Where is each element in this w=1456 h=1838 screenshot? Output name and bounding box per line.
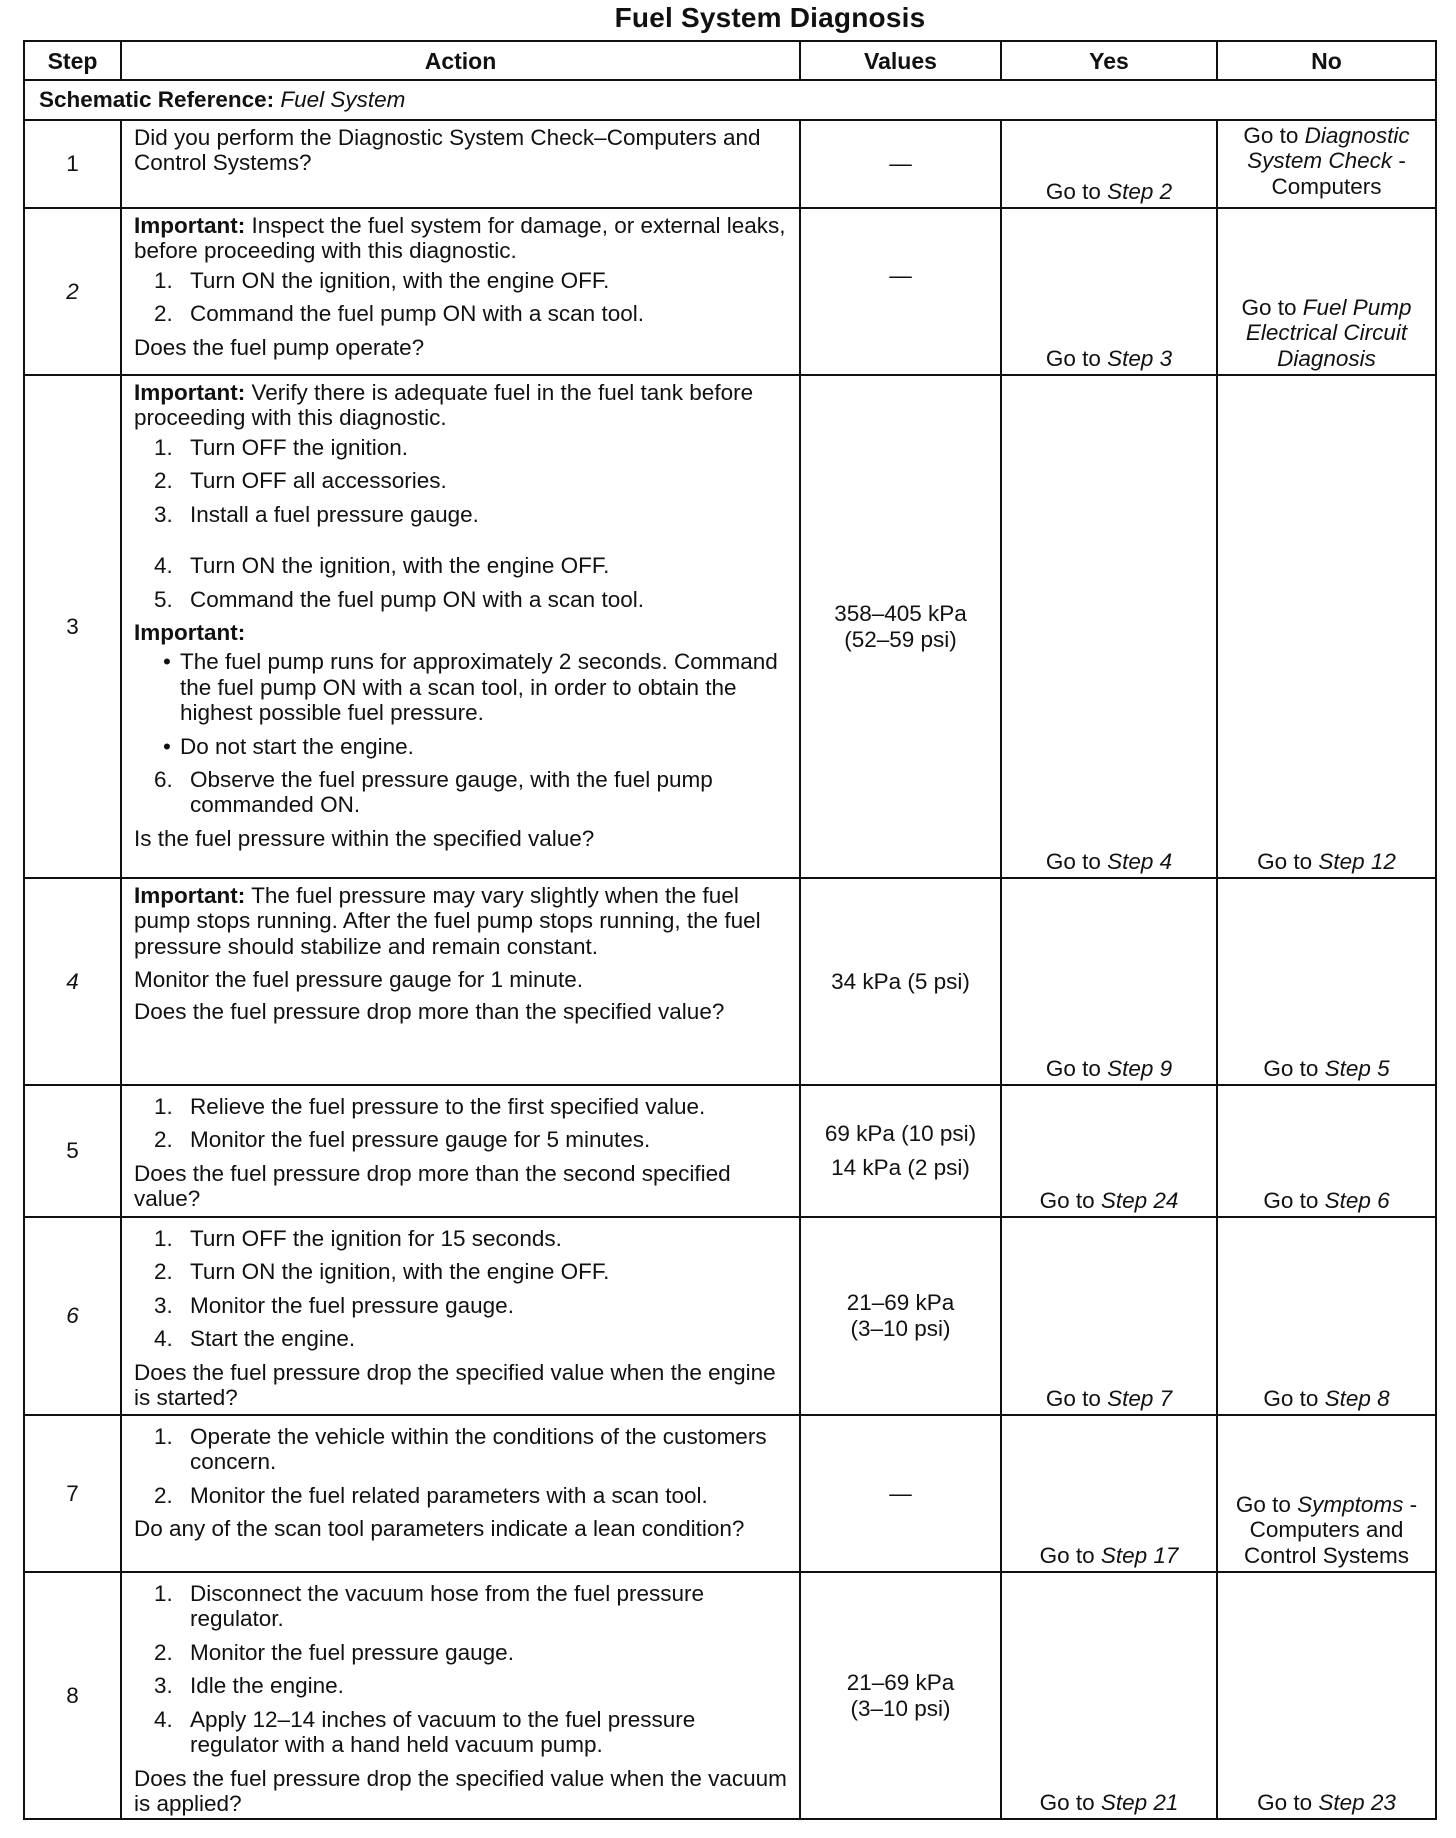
yes-target: Step 17 bbox=[1100, 1542, 1179, 1568]
values-cell bbox=[800, 1415, 1001, 1572]
step-number: 2 bbox=[24, 208, 121, 375]
action-cell bbox=[121, 375, 800, 878]
step-number: 5 bbox=[24, 1085, 121, 1217]
bullet-list bbox=[134, 649, 789, 759]
values-cell bbox=[800, 878, 1001, 1085]
no-target: Step 6 bbox=[1324, 1187, 1390, 1213]
value-line: (3–10 psi) bbox=[850, 1695, 951, 1721]
list-item: 2. Monitor the fuel pressure gauge for 5 minutes. bbox=[154, 1127, 651, 1153]
yes-cell bbox=[1001, 208, 1217, 375]
important-label: Important: bbox=[134, 619, 246, 645]
list-item: 1. Turn OFF the ignition for 15 seconds. bbox=[154, 1226, 562, 1251]
question: Does the fuel pressure drop more than the specified value? bbox=[134, 998, 725, 1024]
important-note bbox=[134, 213, 789, 264]
go-to-text: Go to bbox=[1263, 1187, 1319, 1213]
instruction-list bbox=[134, 268, 789, 327]
table-row bbox=[24, 1085, 1436, 1217]
values-cell bbox=[800, 1085, 1001, 1217]
value-line: (3–10 psi) bbox=[850, 1316, 951, 1341]
list-item: 2. Turn ON the ignition, with the engine OFF. bbox=[154, 1259, 610, 1285]
header-no: No bbox=[1217, 41, 1436, 80]
no-target: Diagnostic System Check bbox=[1247, 123, 1410, 174]
yes-link[interactable] bbox=[1002, 179, 1216, 204]
go-to-text: Go to bbox=[1045, 345, 1101, 371]
important-label: Important: bbox=[134, 213, 246, 238]
no-target-tail: - Computers bbox=[1271, 148, 1406, 199]
yes-cell bbox=[1001, 1572, 1217, 1819]
important-note bbox=[134, 883, 789, 959]
list-item: 3. Monitor the fuel pressure gauge. bbox=[154, 1292, 514, 1318]
go-to-text: Go to bbox=[1039, 1542, 1095, 1568]
instruction-list bbox=[134, 1094, 789, 1153]
go-to-text: Go to bbox=[1263, 1055, 1319, 1081]
instruction-list bbox=[134, 1424, 789, 1508]
list-item: 2. Monitor the fuel pressure gauge. bbox=[154, 1639, 514, 1665]
yes-cell bbox=[1001, 120, 1217, 208]
value-line: (52–59 psi) bbox=[844, 626, 957, 652]
go-to-text: Go to bbox=[1263, 1385, 1319, 1411]
no-link[interactable] bbox=[1218, 1790, 1435, 1815]
table-row bbox=[24, 208, 1436, 375]
list-item: 4. Turn ON the ignition, with the engine OFF. bbox=[154, 553, 610, 579]
important-note bbox=[134, 380, 789, 431]
no-cell bbox=[1217, 120, 1436, 208]
important-text: The fuel pressure may vary slightly when the fuel pump stops running. After the fuel pump stops running, the fuel pressure should stabilize and remain constant. bbox=[134, 883, 761, 959]
header-action: Action bbox=[121, 41, 800, 80]
value-line: 34 kPa (5 psi) bbox=[831, 968, 970, 994]
value-line: 14 kPa (2 psi) bbox=[831, 1155, 970, 1180]
yes-target: Step 7 bbox=[1107, 1385, 1173, 1411]
question: Did you perform the Diagnostic System Check–Computers and Control Systems? bbox=[134, 125, 761, 176]
no-cell bbox=[1217, 1217, 1436, 1415]
yes-link[interactable] bbox=[1002, 1543, 1216, 1568]
values-cell bbox=[800, 208, 1001, 375]
value-line: 21–69 kPa bbox=[846, 1290, 955, 1316]
value-line: 358–405 kPa bbox=[834, 600, 967, 626]
instruction-list bbox=[134, 1581, 789, 1758]
values-cell bbox=[800, 375, 1001, 878]
yes-target: Step 2 bbox=[1107, 178, 1173, 204]
step-number: 4 bbox=[24, 878, 121, 1085]
yes-cell bbox=[1001, 878, 1217, 1085]
list-item: 2. Command the fuel pump ON with a scan tool. bbox=[154, 301, 644, 327]
important-label: Important: bbox=[134, 883, 246, 908]
yes-target: Step 9 bbox=[1107, 1055, 1173, 1081]
action-cell bbox=[121, 1572, 800, 1819]
no-link[interactable] bbox=[1218, 1056, 1435, 1081]
step-number: 3 bbox=[24, 375, 121, 878]
question: Do any of the scan tool parameters indicate a lean condition? bbox=[134, 1516, 745, 1542]
no-link[interactable] bbox=[1218, 1188, 1435, 1213]
instruction: Monitor the fuel pressure gauge for 1 minute. bbox=[134, 967, 584, 993]
no-link[interactable] bbox=[1218, 123, 1435, 199]
go-to-text: Go to bbox=[1045, 178, 1101, 204]
no-target: Step 8 bbox=[1324, 1385, 1390, 1411]
value-dash: — bbox=[889, 1480, 912, 1506]
action-cell bbox=[121, 1085, 800, 1217]
go-to-text: Go to bbox=[1039, 1187, 1095, 1213]
no-target: Step 5 bbox=[1324, 1055, 1390, 1081]
value-line: 69 kPa (10 psi) bbox=[824, 1121, 977, 1147]
value-dash: — bbox=[889, 263, 912, 288]
no-cell bbox=[1217, 375, 1436, 878]
list-item: 6. Observe the fuel pressure gauge, with the fuel pump commanded ON. bbox=[154, 767, 713, 818]
yes-cell bbox=[1001, 1217, 1217, 1415]
no-cell bbox=[1217, 1085, 1436, 1217]
values-cell bbox=[800, 1572, 1001, 1819]
list-item: • Do not start the engine. bbox=[134, 734, 789, 759]
schematic-label: Schematic Reference: bbox=[39, 87, 275, 112]
table-row bbox=[24, 1217, 1436, 1415]
no-cell bbox=[1217, 208, 1436, 375]
no-target: Step 23 bbox=[1318, 1789, 1396, 1815]
important-label: Important: bbox=[134, 380, 246, 405]
important-text: Verify there is adequate fuel in the fuel tank before proceeding with this diagnostic. bbox=[134, 380, 754, 431]
list-item: 1. Turn OFF the ignition. bbox=[154, 434, 409, 460]
instruction-list bbox=[134, 767, 789, 818]
no-target-tail: - Computers and Control Systems bbox=[1243, 1491, 1418, 1568]
no-link[interactable] bbox=[1218, 849, 1435, 874]
list-item: 1. Disconnect the vacuum hose from the fuel pressure regulator. bbox=[154, 1581, 705, 1632]
go-to-text: Go to bbox=[1045, 1385, 1101, 1411]
no-link[interactable] bbox=[1218, 1386, 1435, 1411]
yes-cell bbox=[1001, 1415, 1217, 1572]
yes-link[interactable] bbox=[1002, 1188, 1216, 1213]
no-target: Step 12 bbox=[1318, 848, 1396, 874]
important-text: Inspect the fuel system for damage, or external leaks, before proceeding with this diagnostic. bbox=[134, 213, 786, 264]
yes-link[interactable] bbox=[1002, 1386, 1216, 1411]
table-row bbox=[24, 1415, 1436, 1572]
go-to-text: Go to bbox=[1039, 1789, 1095, 1815]
list-item: 5. Command the fuel pump ON with a scan tool. bbox=[154, 586, 644, 612]
yes-target: Step 3 bbox=[1107, 345, 1173, 371]
yes-cell bbox=[1001, 1085, 1217, 1217]
list-item: 3. Install a fuel pressure gauge. bbox=[154, 501, 479, 527]
action-cell bbox=[121, 120, 800, 208]
no-link[interactable] bbox=[1218, 295, 1435, 371]
question: Does the fuel pump operate? bbox=[134, 334, 425, 360]
list-item: 2. Turn OFF all accessories. bbox=[154, 468, 447, 494]
diagnosis-table bbox=[23, 40, 1437, 1820]
header-step: Step bbox=[24, 41, 121, 80]
list-item: • The fuel pump runs for approximately 2 seconds. Command the fuel pump ON with a scan tool, in order to obtain the highest possible fuel pressure. bbox=[134, 649, 789, 725]
header-yes: Yes bbox=[1001, 41, 1217, 80]
go-to-text: Go to bbox=[1243, 123, 1299, 148]
go-to-text: Go to bbox=[1235, 1491, 1291, 1517]
yes-link[interactable] bbox=[1002, 346, 1216, 371]
question: Is the fuel pressure within the specified value? bbox=[134, 825, 595, 851]
yes-link[interactable] bbox=[1002, 849, 1216, 874]
go-to-text: Go to bbox=[1045, 1055, 1101, 1081]
go-to-text: Go to bbox=[1045, 848, 1101, 874]
table-row bbox=[24, 878, 1436, 1085]
value-dash: — bbox=[889, 151, 912, 177]
value-line: 21–69 kPa bbox=[846, 1669, 955, 1695]
yes-link[interactable] bbox=[1002, 1056, 1216, 1081]
list-item: 2. Monitor the fuel related parameters with a scan tool. bbox=[154, 1482, 708, 1508]
no-target: Fuel Pump Electrical Circuit Diagnosis bbox=[1245, 294, 1412, 371]
table-row bbox=[24, 120, 1436, 208]
no-target: Symptoms bbox=[1297, 1491, 1404, 1517]
question: Does the fuel pressure drop the specified value when the engine is started? bbox=[134, 1359, 776, 1411]
no-cell bbox=[1217, 1415, 1436, 1572]
yes-link[interactable] bbox=[1002, 1790, 1216, 1815]
schematic-value: Fuel System bbox=[280, 87, 406, 112]
question: Does the fuel pressure drop the specified value when the vacuum is applied? bbox=[134, 1765, 787, 1816]
list-item: 1. Turn ON the ignition, with the engine OFF. bbox=[154, 267, 610, 293]
yes-cell bbox=[1001, 375, 1217, 878]
list-item: 1. Relieve the fuel pressure to the first specified value. bbox=[154, 1094, 706, 1119]
list-item: 1. Operate the vehicle within the conditions of the customers concern. bbox=[154, 1424, 767, 1475]
step-number: 1 bbox=[24, 120, 121, 208]
action-cell bbox=[121, 208, 800, 375]
list-item: 4. Apply 12–14 inches of vacuum to the fuel pressure regulator with a hand held vacuum pump. bbox=[154, 1706, 696, 1758]
go-to-text: Go to bbox=[1257, 848, 1313, 874]
step-number: 7 bbox=[24, 1415, 121, 1572]
header-values: Values bbox=[800, 41, 1001, 80]
yes-target: Step 4 bbox=[1107, 848, 1173, 874]
go-to-text: Go to bbox=[1241, 294, 1297, 320]
action-cell bbox=[121, 1217, 800, 1415]
yes-target: Step 24 bbox=[1100, 1187, 1179, 1213]
step-number: 6 bbox=[24, 1217, 121, 1415]
table-row bbox=[24, 375, 1436, 878]
step-number: 8 bbox=[24, 1572, 121, 1819]
header-row bbox=[24, 41, 1436, 80]
values-cell bbox=[800, 1217, 1001, 1415]
go-to-text: Go to bbox=[1257, 1789, 1313, 1815]
schematic-reference bbox=[24, 80, 1436, 120]
action-cell bbox=[121, 878, 800, 1085]
instruction-list bbox=[134, 1226, 789, 1352]
no-link[interactable] bbox=[1218, 1492, 1435, 1568]
question: Does the fuel pressure drop more than the second specified value? bbox=[134, 1160, 731, 1212]
list-item: 3. Idle the engine. bbox=[154, 1673, 344, 1699]
yes-target: Step 21 bbox=[1100, 1789, 1179, 1815]
schematic-row bbox=[24, 80, 1436, 120]
list-item: 4. Start the engine. bbox=[154, 1326, 356, 1352]
instruction-list bbox=[134, 435, 789, 612]
no-cell bbox=[1217, 1572, 1436, 1819]
no-cell bbox=[1217, 878, 1436, 1085]
values-cell bbox=[800, 120, 1001, 208]
page-title: Fuel System Diagnosis bbox=[614, 2, 926, 33]
action-cell bbox=[121, 1415, 800, 1572]
table-row bbox=[24, 1572, 1436, 1819]
